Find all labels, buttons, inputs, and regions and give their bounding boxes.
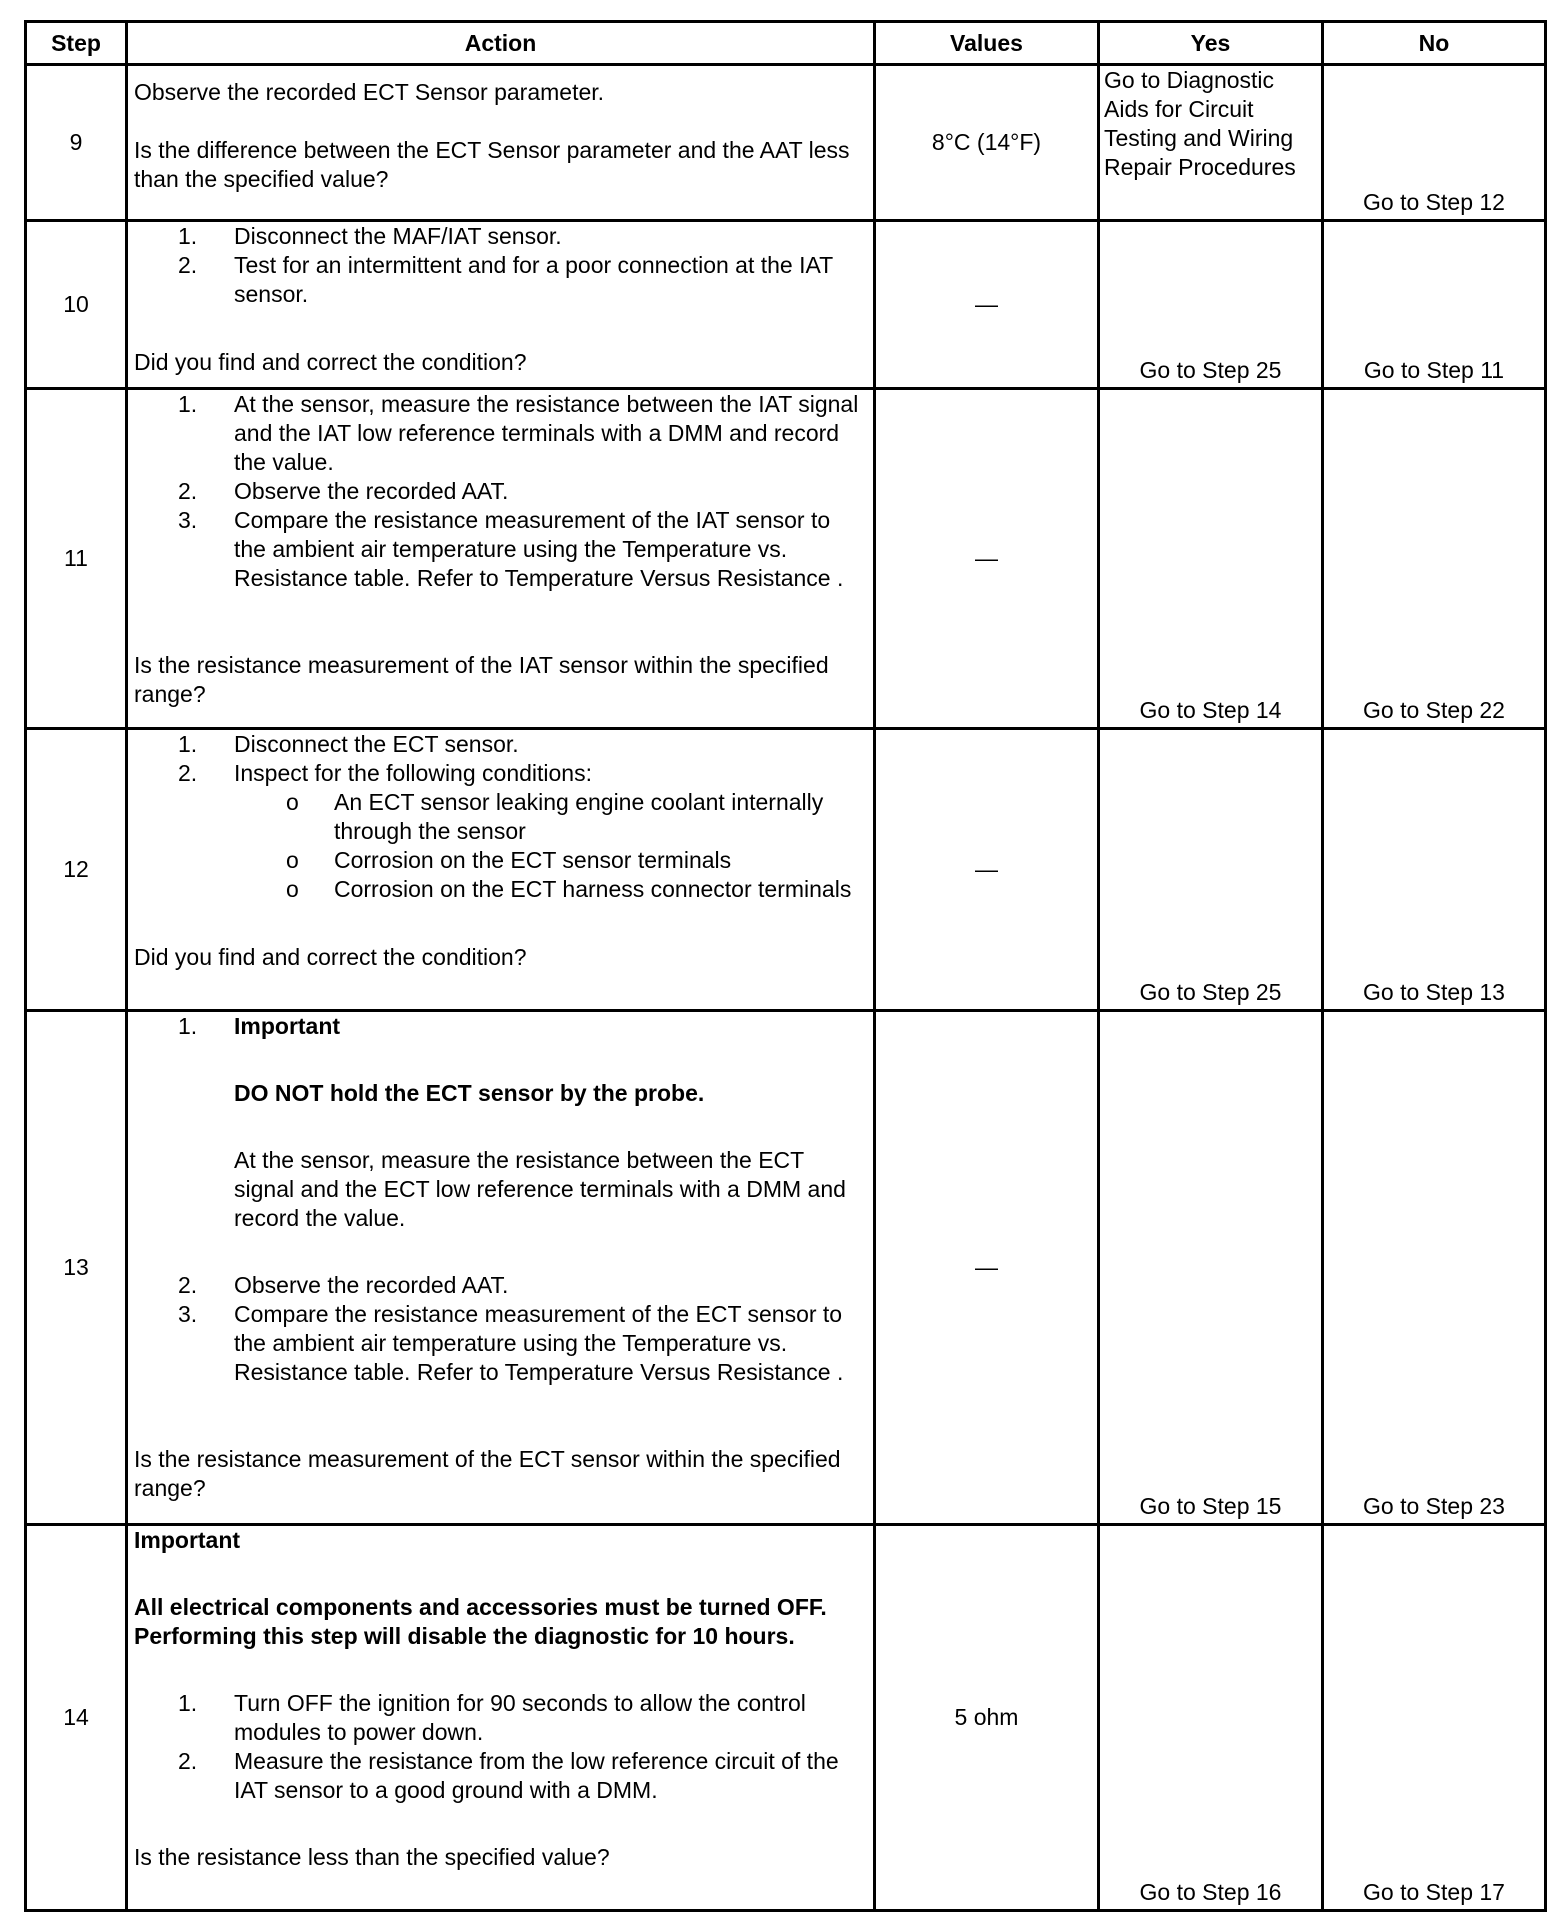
action-cell [127,729,875,1011]
step-number: 10 [26,221,127,389]
list-item: 1. Disconnect the ECT sensor. [178,731,519,757]
action-line: Observe the recorded ECT Sensor parameter. [134,79,605,105]
list-item: 2. Inspect for the following conditions: [178,760,592,786]
action-cell [127,65,875,221]
header-step: Step [26,22,127,65]
list-item: 3. Compare the resistance measurement of the ECT sensor to the ambient air temperature using the Temperature vs. Resistance table. Refer to Temperature Versus Resistance . [178,1301,844,1385]
important-note: All electrical components and accessories must be turned OFF. Performing this step will disable the diagnostic for 10 hours. [134,1594,827,1649]
action-cell [127,389,875,729]
yes-link[interactable]: Go to Step 16 [1139,1879,1282,1905]
no-link[interactable]: Go to Step 12 [1363,189,1505,215]
no-cell [1323,729,1546,1011]
sub-list-item: o An ECT sensor leaking engine coolant internally through the sensor [286,789,824,844]
step-number: 14 [26,1525,127,1911]
important-label: Important [134,1527,241,1553]
question-text: Did you find and correct the condition? [134,349,527,375]
sub-list-item: o Corrosion on the ECT harness connector terminals [286,876,852,902]
header-values: Values [875,22,1099,65]
action-cell [127,221,875,389]
value-cell: 8°C (14°F) [875,65,1099,221]
value-cell: — [875,221,1099,389]
yes-cell [1099,1525,1323,1911]
value-cell: — [875,1011,1099,1525]
yes-link[interactable]: Go to Step 25 [1139,357,1282,383]
no-link[interactable]: Go to Step 13 [1363,979,1505,1005]
yes-cell [1099,221,1323,389]
yes-link[interactable]: Go to Diagnostic Aids for Circuit Testing and Wiring Repair Procedures [1104,67,1296,180]
diagnostic-table [24,20,1547,1912]
value-cell: 5 ohm [875,1525,1099,1911]
header-no: No [1323,22,1546,65]
no-link[interactable]: Go to Step 17 [1363,1879,1505,1905]
yes-cell [1099,65,1323,221]
no-cell [1323,221,1546,389]
list-item: 1. Important DO NOT hold the ECT sensor by the probe. At the sensor, measure the resistance between the ECT signal and the ECT low reference terminals with a DMM and record the value. [134,1012,867,1233]
no-link[interactable]: Go to Step 23 [1363,1493,1505,1519]
table-row [26,1525,1546,1911]
list-item: 1. Turn OFF the ignition for 90 seconds to allow the control modules to power down. [178,1690,806,1745]
question-text: Is the resistance less than the specified value? [134,1844,610,1870]
yes-cell [1099,1011,1323,1525]
header-action: Action [127,22,875,65]
no-cell [1323,65,1546,221]
step-number: 9 [26,65,127,221]
step-number: 13 [26,1011,127,1525]
step-number: 12 [26,729,127,1011]
list-item: 3. Compare the resistance measurement of the IAT sensor to the ambient air temperature using the Temperature vs. Resistance table. Refer to Temperature Versus Resistance . [178,507,844,591]
no-link[interactable]: Go to Step 11 [1363,357,1505,383]
list-item: 2. Measure the resistance from the low reference circuit of the IAT sensor to a good ground with a DMM. [178,1748,839,1803]
question-text: Is the difference between the ECT Sensor parameter and the AAT less than the specified value? [134,137,850,192]
item-text: At the sensor, measure the resistance between the ECT signal and the ECT low reference terminals with a DMM and record the value. [234,1147,846,1231]
table-row [26,389,1546,729]
table-row [26,65,1546,221]
important-label: Important [234,1013,341,1039]
diagnostic-table-page [24,20,1544,1910]
value-cell: — [875,729,1099,1011]
header-row [26,22,1546,65]
no-cell [1323,389,1546,729]
value-cell: — [875,389,1099,729]
table-row [26,1011,1546,1525]
action-cell [127,1011,875,1525]
list-item: 2. Observe the recorded AAT. [178,1272,509,1298]
header-yes: Yes [1099,22,1323,65]
important-note: DO NOT hold the ECT sensor by the probe. [234,1080,705,1106]
question-text: Is the resistance measurement of the ECT sensor within the specified range? [134,1446,841,1501]
list-item: 1. At the sensor, measure the resistance between the IAT signal and the IAT low reference terminals with a DMM and record the value. [178,391,859,475]
table-row [26,221,1546,389]
table-row [26,729,1546,1011]
no-cell [1323,1525,1546,1911]
list-item: 1. Disconnect the MAF/IAT sensor. [178,223,562,249]
yes-cell [1099,729,1323,1011]
question-text: Did you find and correct the condition? [134,944,527,970]
question-text: Is the resistance measurement of the IAT sensor within the specified range? [134,652,829,707]
no-link[interactable]: Go to Step 22 [1363,697,1505,723]
yes-cell [1099,389,1323,729]
yes-link[interactable]: Go to Step 15 [1139,1493,1282,1519]
list-item: 2. Test for an intermittent and for a poor connection at the IAT sensor. [178,252,833,307]
list-item: 2. Observe the recorded AAT. [178,478,509,504]
sub-list-item: o Corrosion on the ECT sensor terminals [286,847,732,873]
action-cell [127,1525,875,1911]
yes-link[interactable]: Go to Step 14 [1139,697,1282,723]
step-number: 11 [26,389,127,729]
no-cell [1323,1011,1546,1525]
yes-link[interactable]: Go to Step 25 [1139,979,1282,1005]
